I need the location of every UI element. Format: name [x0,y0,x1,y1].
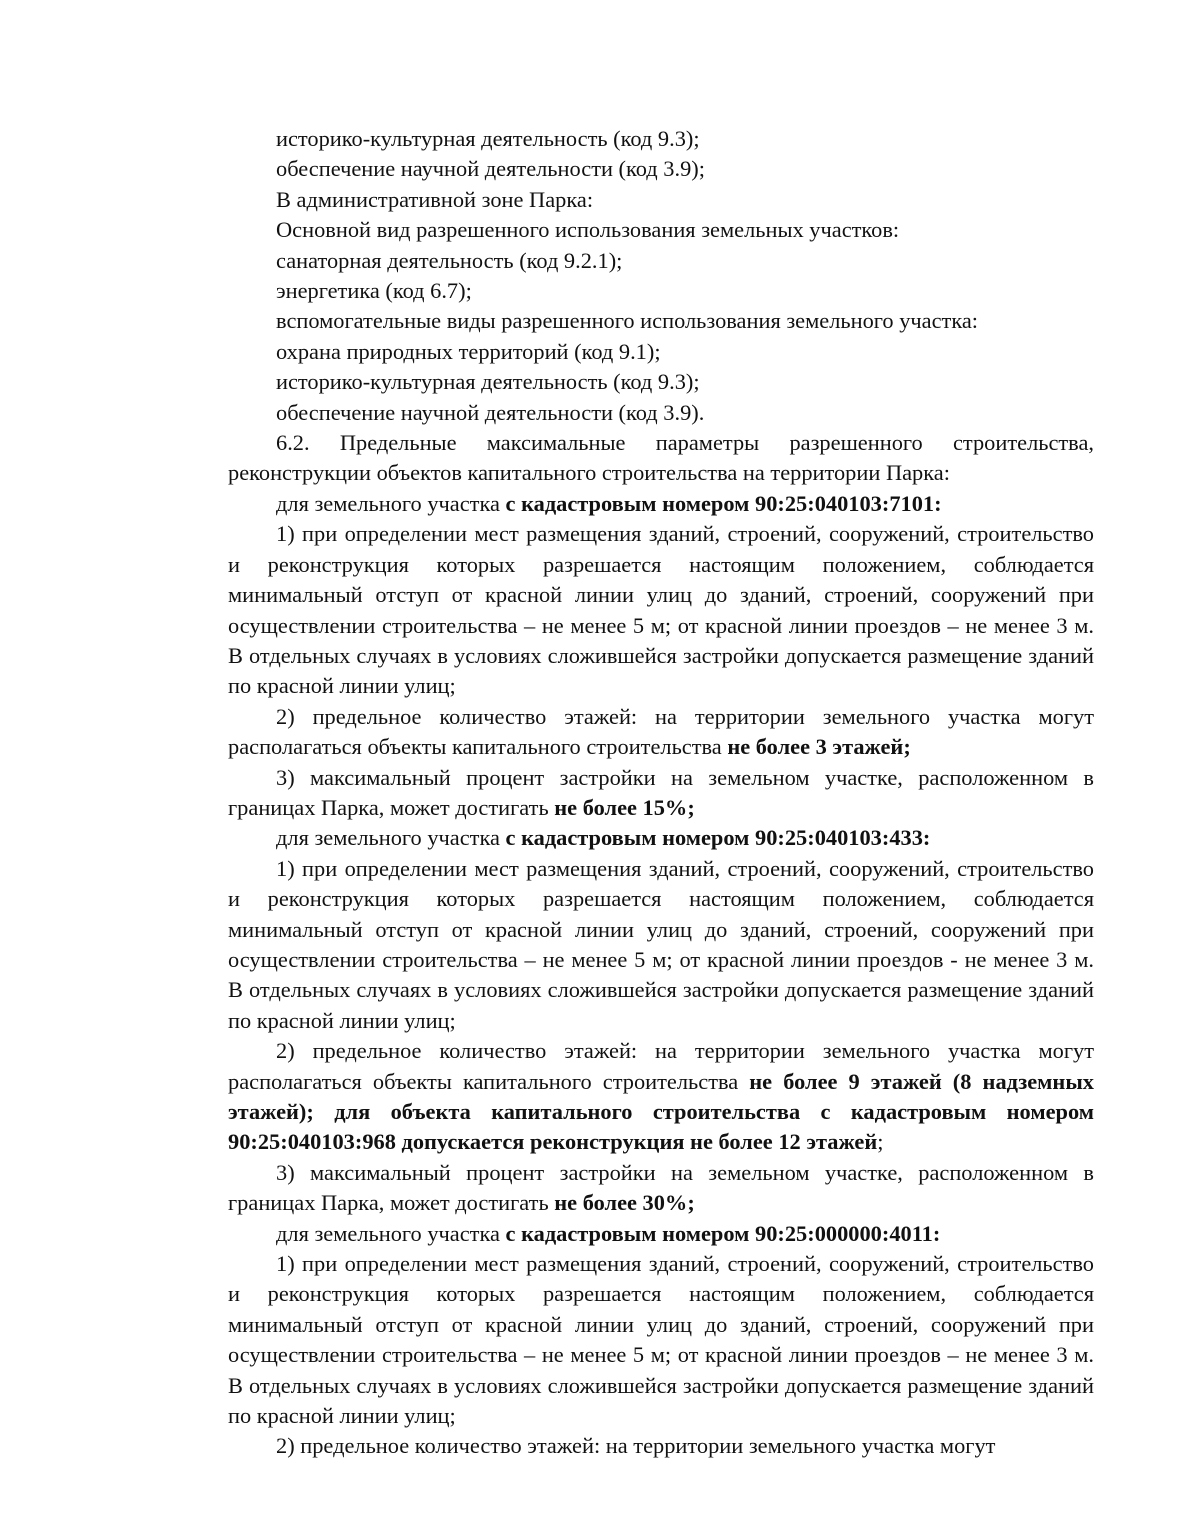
plot-3-item-1: 1) при определении мест размещения зданий, строений, сооружений, строительство и реконструкция которых разрешается настоящим положением, соблюдается минимальный отступ от красной линии улиц до зданий, строений, сооружений при осуществлении строительства – не менее 5 м; от красной линии проездов – не менее 3 м. В отдельных случаях в условиях сложившейся застройки допускается размещение зданий по красной линии улиц; [228,1251,1094,1429]
plot-1-intro-text: для земельного участка [276,490,506,516]
section-heading: В административной зоне Парка: [276,186,594,212]
plot-1-cadastral-number: с кадастровым номером 90:25:040103:7101: [505,490,942,516]
plot-1-item-2-bold: не более 3 этажей; [727,734,911,760]
list-item: санаторная деятельность (код 9.2.1); [276,247,623,273]
plot-1-item-1: 1) при определении мест размещения зданий, строений, сооружений, строительство и реконструкция которых разрешается настоящим положением, соблюдается минимальный отступ от красной линии улиц до зданий, строений, сооружений при осуществлении строительства – не менее 5 м; от красной линии проездов – не менее 3 м. В отдельных случаях в условиях сложившейся застройки допускается размещение зданий по красной линии улиц; [228,521,1094,699]
plot-3-cadastral-number: с кадастровым номером 90:25:000000:4011: [505,1220,941,1246]
plot-1-item-2 [228,702,1094,763]
plot-1-item-3-bold: не более 15%; [554,794,695,820]
plot-2-item-3-text: 3) максимальный процент застройки на земельном участке, расположенном в границах Парка, может достигать [228,1159,1094,1216]
plot-2-item-2-text: 2) предельное количество этажей: на территории земельного участка могут располагаться объекты капитального строительства [228,1038,1094,1094]
plot-2-item-2-bold: не более 9 этажей (8 надземных этажей); для объекта капитального строительства с кадастровым номером 90:25:040103:968 допускается реконструкция не более 12 этажей [228,1068,1095,1155]
document-page [228,124,1094,1462]
plot-2-item-2 [228,1036,1094,1158]
plot-2-intro [228,823,1094,853]
plot-2-item-2-tail: ; [877,1129,884,1155]
plot-2-cadastral-number: с кадастровым номером 90:25:040103:433: [505,825,931,851]
plot-3-intro-text: для земельного участка [276,1220,506,1246]
plot-3-item-2: 2) предельное количество этажей: на территории земельного участка могут [276,1433,996,1459]
list-item: историко-культурная деятельность (код 9.3); [276,126,700,151]
plot-2-item-1: 1) при определении мест размещения зданий, строений, сооружений, строительство и реконструкция которых разрешается настоящим положением, соблюдается минимальный отступ от красной линии улиц до зданий, строений, сооружений при осуществлении строительства – не менее 5 м; от красной линии проездов - не менее 3 м. В отдельных случаях в условиях сложившейся застройки допускается размещение зданий по красной линии улиц; [228,855,1094,1033]
list-item: обеспечение научной деятельности (код 3.9). [276,399,705,425]
list-item: охрана природных территорий (код 9.1); [276,338,661,364]
plot-1-intro [228,489,1094,519]
plot-2-item-3 [228,1158,1094,1219]
list-heading: вспомогательные виды разрешенного использования земельного участка: [276,308,979,334]
section-6-2-paragraph: 6.2. Предельные максимальные параметры разрешенного строительства, реконструкции объектов капитального строительства на территории Парка: [228,430,1094,486]
plot-1-item-2-text: 2) предельное количество этажей: на территории земельного участка могут располагаться объекты капитального строительства [228,703,1094,760]
plot-1-item-3-text: 3) максимальный процент застройки на земельном участке, расположенном в границах Парка, может достигать [228,764,1094,820]
list-item: обеспечение научной деятельности (код 3.9); [276,156,705,182]
plot-3-intro [228,1219,1094,1249]
list-heading: Основной вид разрешенного использования земельных участков: [276,217,900,243]
list-item: историко-культурная деятельность (код 9.3); [276,369,700,395]
plot-1-item-3 [228,763,1094,824]
plot-2-intro-text: для земельного участка [276,825,506,851]
plot-2-item-3-bold: не более 30%; [554,1190,695,1216]
list-item: энергетика (код 6.7); [276,278,472,304]
